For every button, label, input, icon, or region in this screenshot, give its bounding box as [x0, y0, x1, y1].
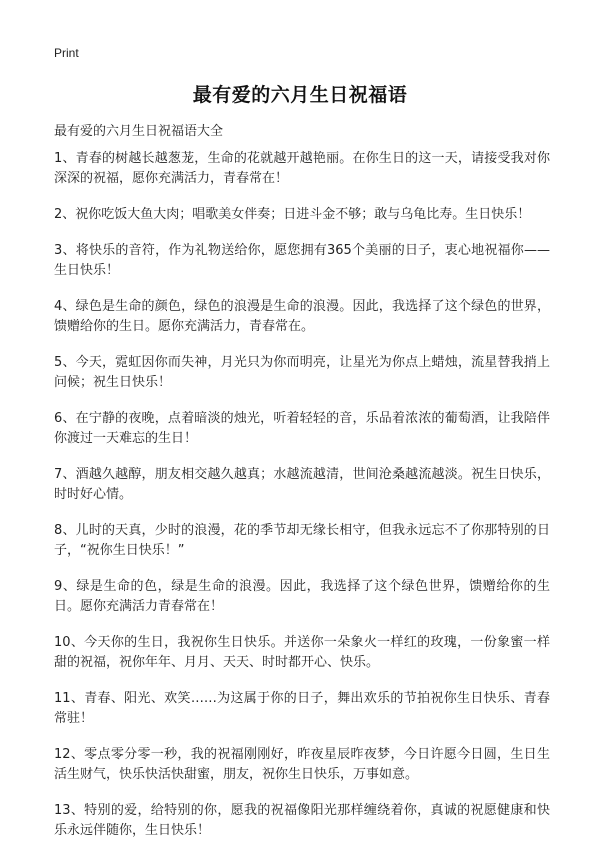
paragraph-item: 4、绿色是生命的颜色，绿色的浪漫是生命的浪漫。因此，我选择了这个绿色的世界，馈赠给你的生日。愿你充满活力，青春常在。 — [54, 299, 550, 334]
paragraph-item: 11、青春、阳光、欢笑……为这属于你的日子，舞出欢乐的节拍祝你生日快乐、青春常驻！ — [54, 691, 550, 726]
page-title: 最有爱的六月生日祝福语 — [192, 84, 408, 106]
paragraph-item: 1、青春的树越长越葱茏，生命的花就越开越艳丽。在你生日的这一天，请接受我对你深深的祝福，愿你充满活力，青春常在！ — [54, 151, 550, 186]
paragraph-item: 6、在宁静的夜晚，点着暗淡的烛光，听着轻轻的音，乐品着浓浓的葡萄酒，让我陪伴你渡过一天难忘的生日！ — [54, 411, 550, 446]
paragraph-item: 9、绿是生命的色，绿是生命的浪漫。因此，我选择了这个绿色世界，馈赠给你的生日。愿你充满活力青春常在！ — [54, 579, 550, 614]
paragraph-item: 5、今天，霓虹因你而失神，月光只为你而明亮，让星光为你点上蜡烛，流星替我捎上问候；祝生日快乐！ — [54, 355, 550, 390]
paragraph-item: 12、零点零分零一秒，我的祝福刚刚好，昨夜星辰昨夜梦，今日许愿今日圆，生日生活生财气，快乐快活快甜蜜，朋友，祝你生日快乐，万事如意。 — [54, 747, 550, 782]
document-subtitle: 最有爱的六月生日祝福语大全 — [54, 124, 224, 139]
paragraph-item: 3、将快乐的音符，作为礼物送给你，愿您拥有365个美丽的日子，衷心地祝福你——生日快乐！ — [54, 243, 550, 278]
paragraph-item: 7、酒越久越醇，朋友相交越久越真；水越流越清，世间沧桑越流越淡。祝生日快乐，时时好心情。 — [54, 467, 550, 502]
paragraph-item: 13、特别的爱，给特别的你，愿我的祝福像阳光那样缠绕着你，真诚的祝愿健康和快乐永远伴随你，生日快乐！ — [54, 803, 550, 838]
paragraph-item: 10、今天你的生日，我祝你生日快乐。并送你一朵象火一样红的玫瑰，一份象蜜一样甜的祝福，祝你年年、月月、天天、时时都开心、快乐。 — [54, 635, 550, 670]
paragraph-list — [54, 149, 550, 857]
paragraph-item: 2、祝你吃饭大鱼大肉；唱歌美女伴奏；日进斗金不够；敢与乌龟比寿。生日快乐！ — [54, 207, 531, 222]
print-link[interactable]: Print — [54, 46, 79, 60]
paragraph-item: 8、儿时的天真，少时的浪漫，花的季节却无缘长相守，但我永远忘不了你那特别的日子，“祝你生日快乐！” — [54, 523, 550, 558]
